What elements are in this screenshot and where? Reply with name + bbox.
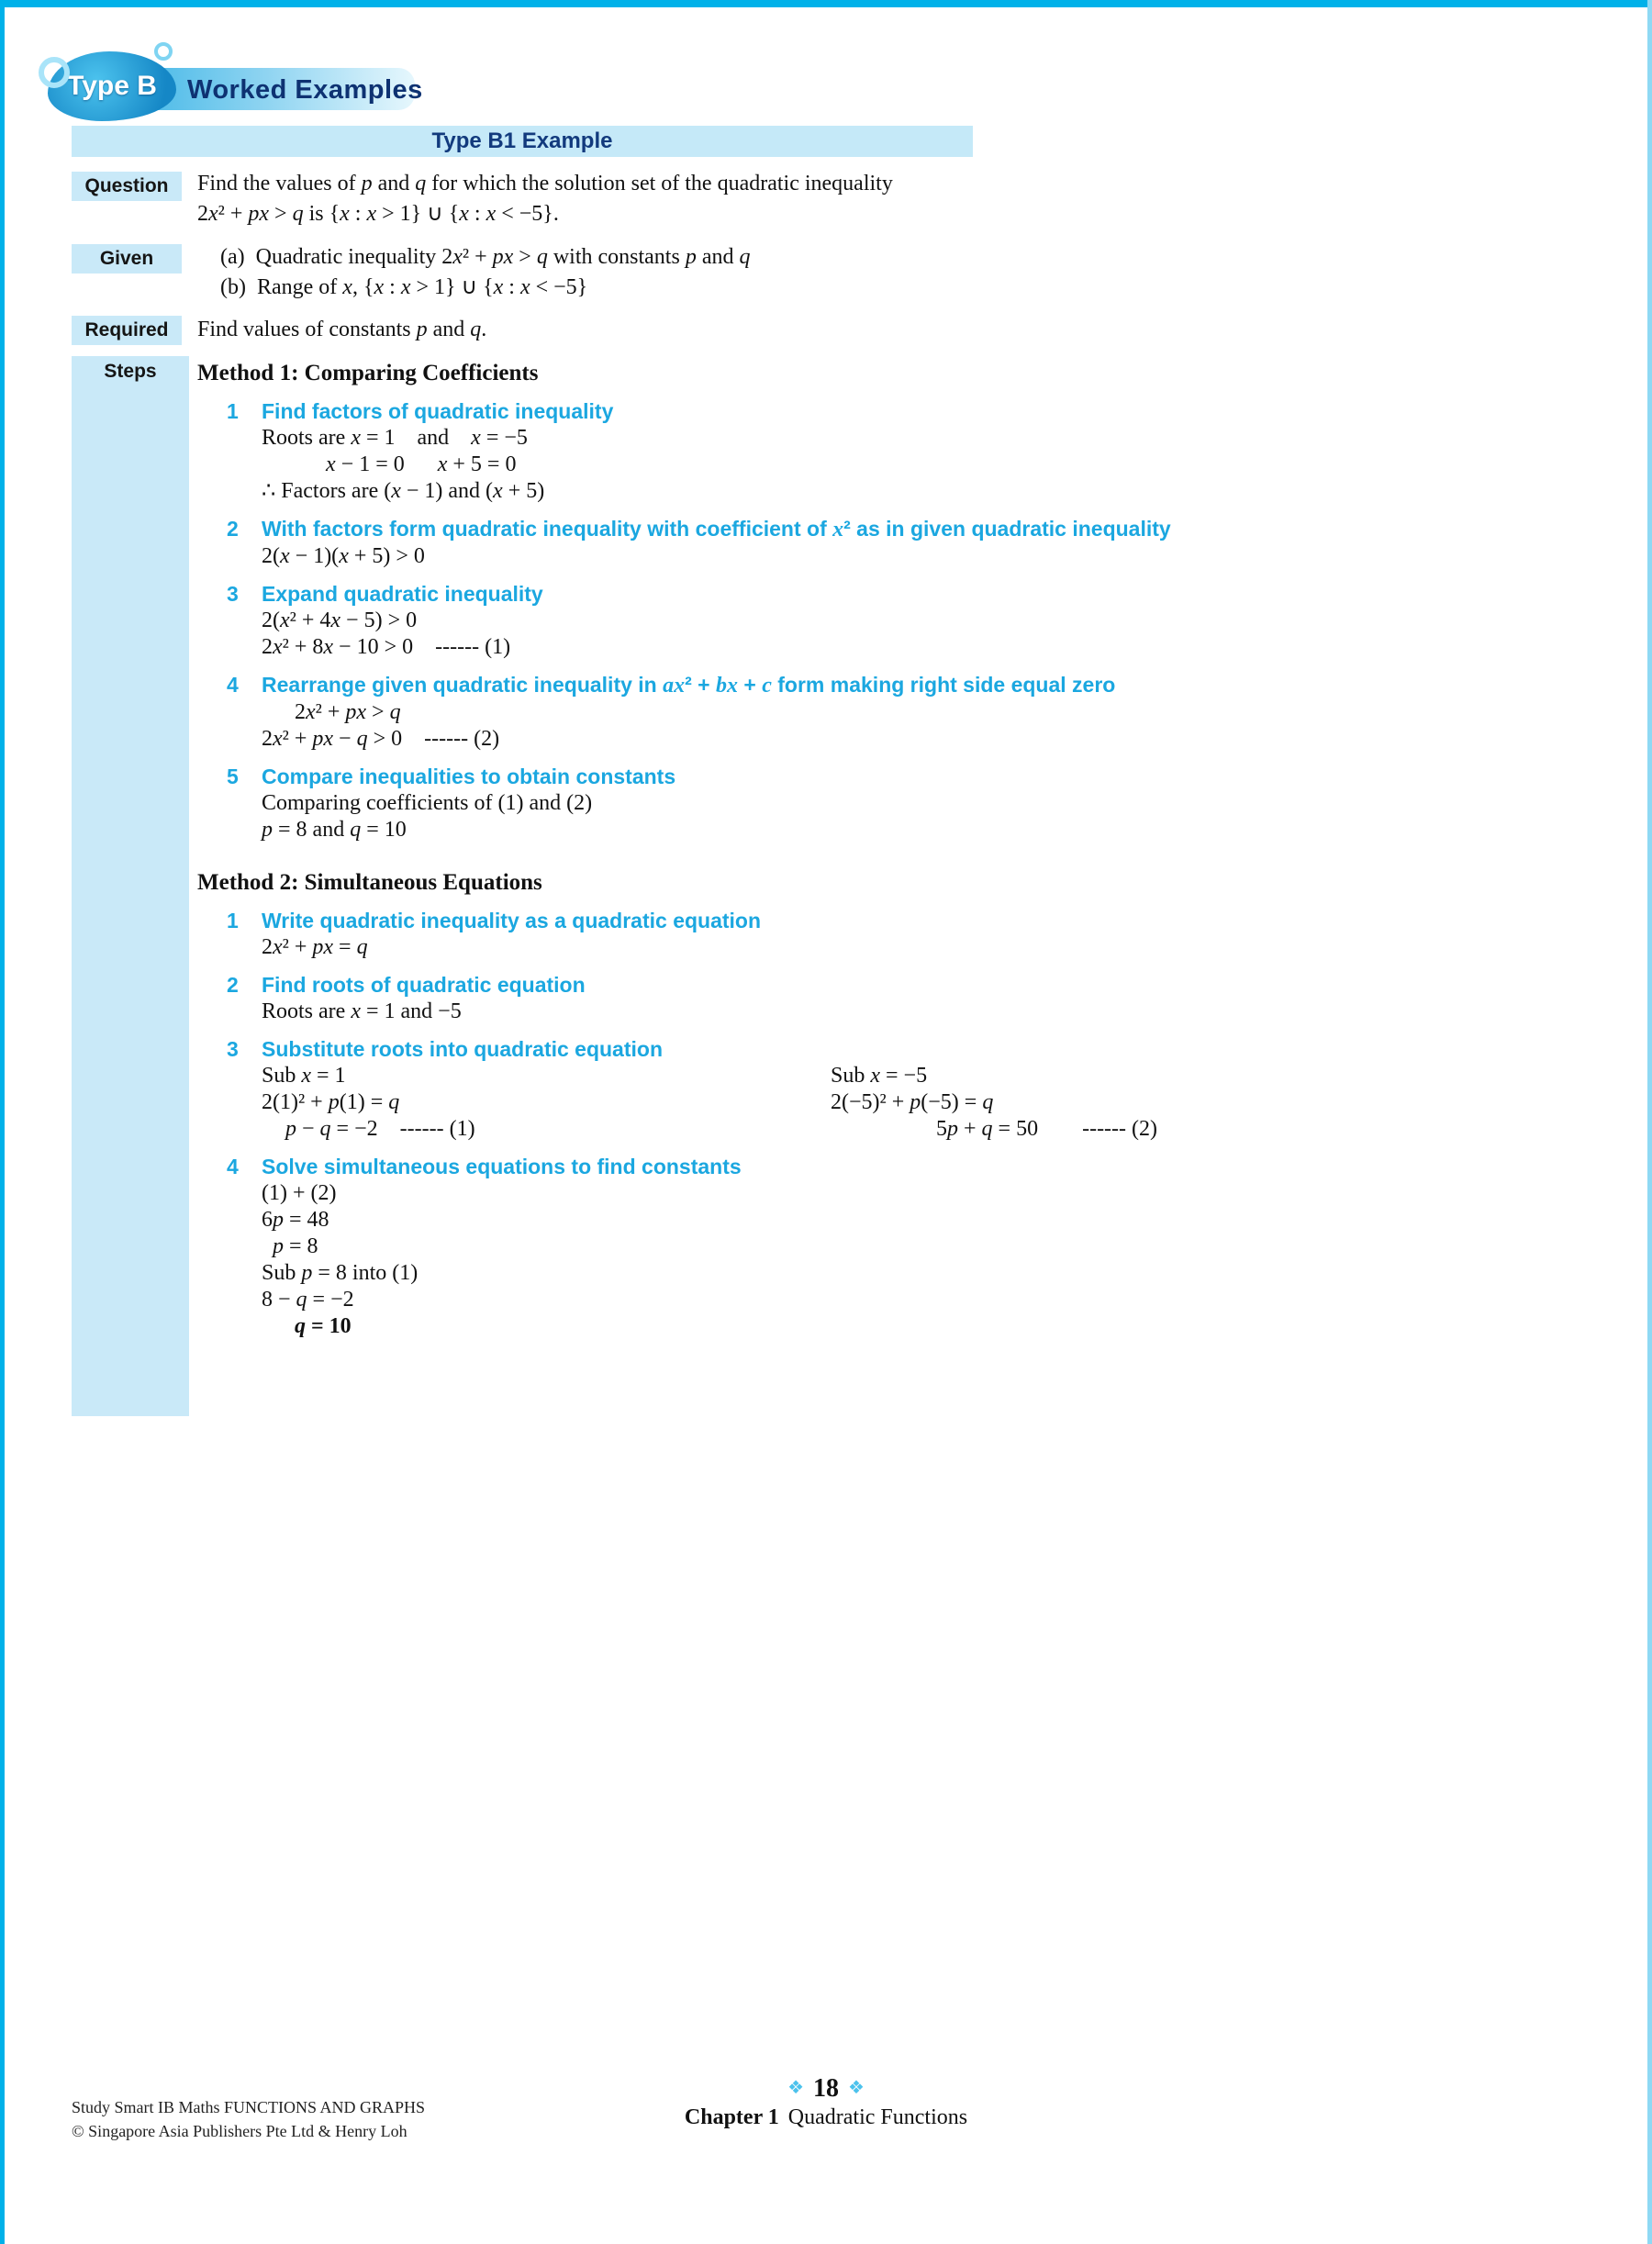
chapter-label: Chapter 1 [684,2105,779,2129]
math-line: 2x² + px > q [295,700,401,724]
math-line: Sub p = 8 into (1) [262,1261,419,1285]
given-item-a: (a) Quadratic inequality 2x² + px > q with constants p and q [220,245,751,269]
required-line: Find values of constants p and q. [197,318,487,341]
method1-step-2 [197,516,1436,570]
page-number-row [0,2074,1652,2104]
step-title: Find factors of quadratic inequality [262,399,614,423]
diamond-icon: ❖ [848,2078,865,2098]
math-line: 6p = 48 [262,1208,329,1232]
math-line: Comparing coefficients of (1) and (2) [262,791,593,815]
page-border-top [0,0,1652,7]
step-number: 3 [227,1037,239,1061]
section-label-required: Required [72,316,182,345]
step-number: 1 [227,909,239,932]
math-line: x − 1 = 0 x + 5 = 0 [326,452,517,476]
math-line: (1) + (2) [262,1181,337,1205]
math-line: Sub x = 1 [262,1064,346,1088]
diamond-icon: ❖ [787,2078,804,2098]
method2-step-4 [197,1154,1436,1340]
step-title: Find roots of quadratic equation [262,973,586,997]
math-line: 2(1)² + p(1) = q [262,1090,400,1114]
step-title: Expand quadratic inequality [262,582,543,606]
given-block [220,242,1468,303]
question-line: Find the values of p and q for which the solution set of the quadratic inequality [197,172,893,195]
math-line: 2(x² + 4x − 5) > 0 [262,608,418,632]
step-number: 5 [227,765,239,788]
wave-swirl-icon [154,42,173,61]
step-title: Solve simultaneous equations to find constants [262,1155,742,1178]
footer-imprint-line1: Study Smart IB Maths FUNCTIONS AND GRAPHS [72,2098,426,2116]
question-line: 2x² + px > q is {x : x > 1} ∪ {x : x < −5}. [197,202,559,226]
wave-swirl-icon [39,57,70,88]
math-line: 2(−5)² + p(−5) = q [831,1090,994,1114]
math-line: 5p + q = 50 ------ (2) [936,1117,1158,1141]
example-banner-title: Type B1 Example [431,128,613,153]
method2-step-2 [197,972,1436,1025]
type-badge: Type B [67,71,157,101]
footer-center [0,2074,1652,2130]
footer-chapter [0,2105,1652,2130]
section-label-given: Given [72,244,182,274]
math-line: p − q = −2 ------ (1) [285,1117,475,1141]
section-label-steps: Steps [104,361,157,382]
step-number: 4 [227,1155,239,1178]
method2-step-3 [197,1036,1436,1143]
step-number: 2 [227,973,239,997]
step-title: With factors form quadratic inequality with coefficient of x² as in given quadratic inequality [262,517,1171,541]
math-line: 2x² + px = q [262,935,368,959]
substitution-left-column [262,1063,831,1143]
step-number: 1 [227,399,239,423]
math-line: p = 8 [273,1234,318,1258]
footer-imprint-line2: © Singapore Asia Publishers Pte Ltd & Henry Loh [72,2122,407,2140]
chapter-title: Quadratic Functions [787,2105,968,2129]
step-title: Write quadratic inequality as a quadratic equation [262,909,762,932]
section-label-question: Question [72,172,182,201]
math-line: 2x² + 8x − 10 > 0 ------ (1) [262,635,511,659]
steps-column [72,356,189,1416]
method2-heading: Method 2: Simultaneous Equations [197,870,542,895]
step-title: Substitute roots into quadratic equation [262,1037,663,1061]
required-block [197,315,1446,345]
step-number: 3 [227,582,239,606]
substitution-columns [262,1063,1436,1143]
method1-step-1 [197,398,1436,505]
step-number: 2 [227,517,239,541]
step-title: Rearrange given quadratic inequality in ax² + bx + c form making right side equal zero [262,673,1116,698]
math-line: 8 − q = −2 [262,1288,354,1312]
math-line: 2x² + px − q > 0 ------ (2) [262,727,500,751]
substitution-right-column [831,1063,1436,1143]
math-line: Sub x = −5 [831,1064,928,1088]
page-border-right [1647,0,1652,2244]
given-item-b: (b) Range of x, {x : x > 1} ∪ {x : x < −5} [220,275,588,299]
math-line: ∴ Factors are (x − 1) and (x + 5) [262,479,545,503]
method2-step-1 [197,908,1436,961]
math-line: Roots are x = 1 and −5 [262,999,462,1023]
page-number: 18 [813,2074,839,2103]
method1-step-4 [197,672,1436,753]
math-line: p = 8 and q = 10 [262,818,407,842]
math-line: q = 10 [295,1314,352,1338]
header-title: Worked Examples [187,75,423,105]
step-number: 4 [227,673,239,697]
page-border-left [0,0,5,2244]
step-title: Compare inequalities to obtain constants [262,765,676,788]
method1-step-3 [197,581,1436,661]
wave-logo [48,51,176,121]
question-block [197,169,1446,229]
math-line: 2(x − 1)(x + 5) > 0 [262,544,425,568]
example-banner [72,126,973,157]
math-line: Roots are x = 1 and x = −5 [262,426,528,450]
method1-step-5 [197,764,1436,843]
steps-content [197,360,1436,1340]
method1-heading: Method 1: Comparing Coefficients [197,361,539,385]
